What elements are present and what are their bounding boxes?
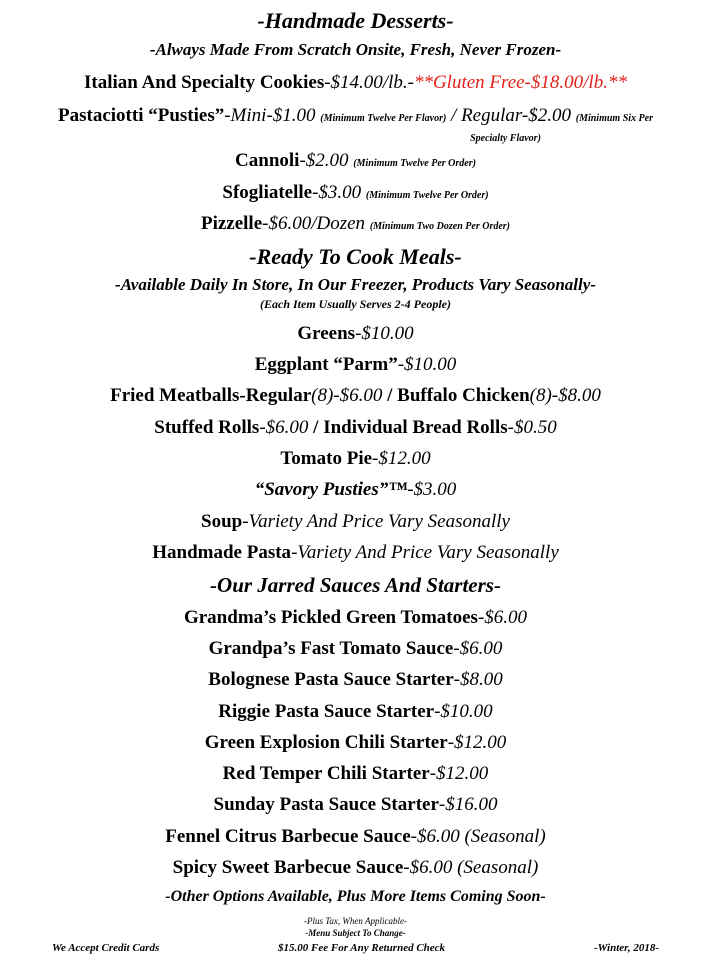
tomato-pie-name: Tomato Pie — [280, 448, 373, 469]
season-label: -Winter, 2018- — [594, 942, 659, 954]
soup-name: Soup — [201, 511, 243, 532]
closing-note: -Other Options Available, Plus More Items Coming Soon- — [165, 888, 546, 905]
sauce-name: Grandpa’s Fast Tomato Sauce — [208, 638, 454, 659]
pasta-name: Handmade Pasta — [152, 542, 292, 563]
sauce-price: -$6.00 — [453, 638, 503, 659]
sauce-line — [0, 794, 711, 816]
savory-pusties-line — [0, 479, 711, 501]
pasticiotti-regular-price: Regular-$2.00 — [461, 105, 576, 126]
pasticiotti-sep: / — [446, 105, 462, 126]
sauce-price: -$8.00 — [453, 669, 503, 690]
sauce-line — [0, 857, 711, 879]
pasticiotti-regular-note-2: Specialty Flavor) — [470, 133, 541, 144]
sauce-name: Spicy Sweet Barbecue Sauce — [172, 857, 404, 878]
sauce-line — [0, 669, 711, 691]
cookies-name: Italian And Specialty Cookies — [84, 72, 325, 93]
pasticiotti-mini-note: (Minimum Twelve Per Flavor) — [320, 113, 447, 124]
pasta-price: -Variety And Price Vary Seasonally — [291, 542, 559, 563]
cookies-line — [0, 72, 711, 94]
meatballs-buffalo-name: Buffalo Chicken — [397, 385, 530, 406]
sfogliatelle-line — [0, 182, 711, 204]
returned-check-fee: $15.00 Fee For Any Returned Check — [278, 942, 446, 954]
desserts-title: -Handmade Desserts- — [257, 8, 454, 33]
sfogliatelle-note: (Minimum Twelve Per Order) — [365, 190, 489, 201]
sauce-line — [0, 701, 711, 723]
pizzelle-line — [0, 213, 711, 235]
meatballs-sep: / — [382, 385, 398, 406]
sauce-extra: (Seasonal) — [452, 857, 539, 878]
meatballs-regular-price: (8)-$6.00 — [311, 385, 383, 406]
meal-price: -$10.00 — [397, 354, 457, 375]
sauce-line — [0, 638, 711, 660]
rolls-line — [0, 417, 711, 439]
sauces-title: -Our Jarred Sauces And Starters- — [210, 573, 501, 597]
meal-name: Greens — [297, 323, 356, 344]
cannoli-price: -$2.00 — [299, 150, 354, 171]
meal-line — [0, 323, 711, 345]
sauce-price: -$6.00 — [410, 826, 460, 847]
sauce-name: Riggie Pasta Sauce Starter — [218, 701, 435, 722]
cannoli-name: Cannoli — [235, 150, 300, 171]
sauce-price: -$12.00 — [429, 763, 489, 784]
meatballs-line — [0, 385, 711, 407]
meals-subtitle: -Available Daily In Store, In Our Freezer, Products Vary Seasonally- — [115, 275, 596, 294]
meal-price: -$10.00 — [355, 323, 414, 344]
sauce-price: -$6.00 — [403, 857, 453, 878]
sauce-name: Grandma’s Pickled Green Tomatoes — [183, 607, 478, 628]
meal-line — [0, 354, 711, 376]
pasticiotti-regular-note: (Minimum Six Per — [575, 113, 653, 124]
cannoli-note: (Minimum Twelve Per Order) — [353, 158, 476, 169]
meatballs-buffalo-price: (8)-$8.00 — [529, 385, 601, 406]
cookies-price: -$14.00/lb.- — [324, 72, 414, 93]
meals-title: -Ready To Cook Meals- — [249, 244, 462, 269]
bread-rolls-price: -$0.50 — [507, 417, 557, 438]
tax-note: -Plus Tax, When Applicable- — [304, 916, 407, 926]
pasta-line — [0, 542, 711, 564]
cannoli-line — [0, 150, 711, 172]
sauce-name: Red Temper Chili Starter — [222, 763, 430, 784]
sauce-line — [0, 732, 711, 754]
pasticiotti-mini-price: -Mini-$1.00 — [224, 105, 321, 126]
tomato-pie-line — [0, 448, 711, 470]
meal-name: Eggplant “Parm” — [254, 354, 398, 375]
sauce-price: -$12.00 — [447, 732, 507, 753]
savory-pusties-name: “Savory Pusties”™ — [254, 479, 408, 500]
sauce-line — [0, 826, 711, 848]
pasticiotti-line — [0, 105, 711, 127]
cookies-gluten-free: **Gluten Free-$18.00/lb.** — [413, 72, 627, 93]
sauce-line — [0, 763, 711, 785]
soup-line — [0, 511, 711, 533]
stuffed-rolls-price: -$6.00 — [259, 417, 309, 438]
pizzelle-price: -$6.00/Dozen — [262, 213, 370, 234]
meatballs-regular-name: Fried Meatballs-Regular — [110, 385, 312, 406]
sauce-price: -$6.00 — [477, 607, 528, 628]
desserts-subtitle: -Always Made From Scratch Onsite, Fresh, Never Frozen- — [149, 40, 562, 59]
pizzelle-name: Pizzelle — [200, 213, 263, 234]
stuffed-rolls-name: Stuffed Rolls — [154, 417, 260, 438]
meals-note: (Each Item Usually Serves 2-4 People) — [260, 297, 451, 311]
pizzelle-note: (Minimum Two Dozen Per Order) — [369, 221, 511, 232]
sauce-name: Green Explosion Chili Starter — [204, 732, 448, 753]
soup-price: -Variety And Price Vary Seasonally — [242, 511, 510, 532]
sauce-line — [0, 607, 711, 629]
sauce-price: -$16.00 — [438, 794, 498, 815]
pasticiotti-name: Pastaciotti “Pusties” — [58, 105, 225, 126]
savory-pusties-price: -$3.00 — [407, 479, 457, 500]
sauce-price: -$10.00 — [434, 701, 493, 722]
sfogliatelle-price: -$3.00 — [312, 182, 366, 203]
sauce-extra: (Seasonal) — [459, 826, 546, 847]
bread-rolls-name: Individual Bread Rolls — [323, 417, 508, 438]
sfogliatelle-name: Sfogliatelle — [222, 182, 313, 203]
credit-card-note: We Accept Credit Cards — [52, 942, 160, 954]
sauce-name: Sunday Pasta Sauce Starter — [213, 794, 439, 815]
rolls-sep: / — [308, 417, 324, 438]
menu-change-note: -Menu Subject To Change- — [305, 928, 406, 938]
tomato-pie-price: -$12.00 — [372, 448, 431, 469]
sauce-name: Bolognese Pasta Sauce Starter — [208, 669, 454, 690]
sauce-name: Fennel Citrus Barbecue Sauce — [165, 826, 411, 847]
